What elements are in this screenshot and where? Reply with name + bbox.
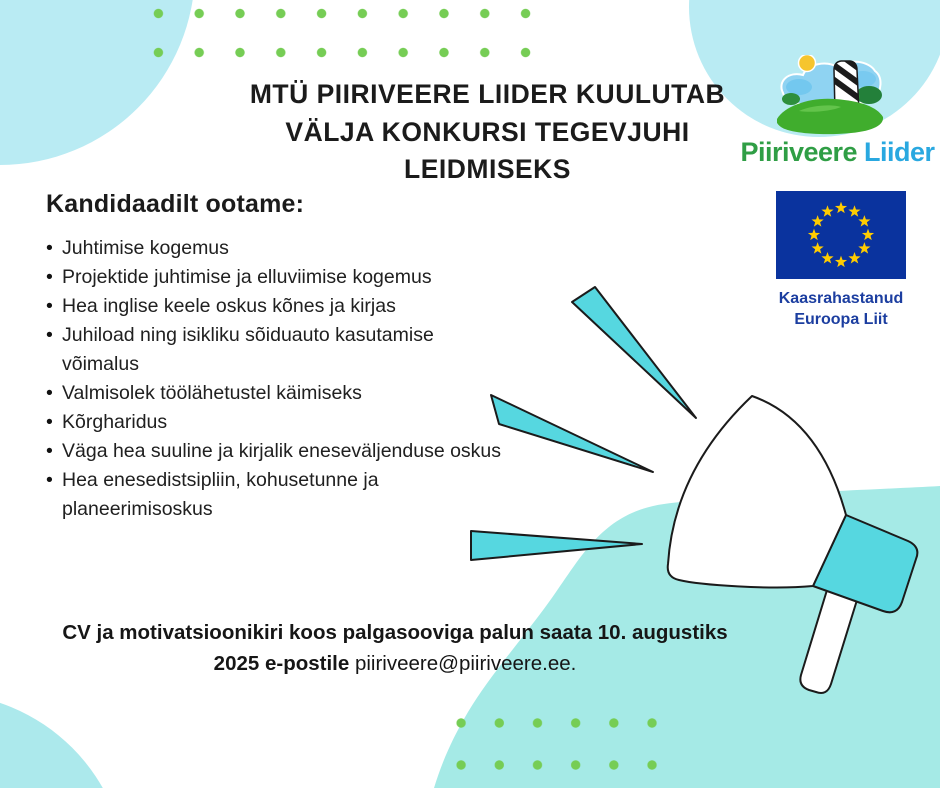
list-item: • Väga hea suuline ja kirjalik eneseväljenduse oskus	[44, 437, 514, 466]
lighthouse-illustration-icon	[777, 55, 885, 137]
list-item: • Valmisolek töölähetustel käimiseks	[44, 379, 514, 408]
list-item: • Projektide juhtimise ja elluviimise kogemus	[44, 263, 514, 292]
page-title	[230, 76, 745, 189]
page-title-line: VÄLJA KONKURSI TEGEVJUHI	[285, 116, 690, 147]
logo-wordmark-green: Piiriveere	[740, 137, 858, 167]
logo-sky-patch	[786, 79, 812, 95]
list-item: • Hea inglise keele oskus kõnes ja kirjas	[44, 292, 514, 321]
sound-ray-top-icon	[572, 287, 696, 418]
eu-funding-line2: Euroopa Liit	[794, 311, 888, 328]
page-title-line: LEIDMISEKS	[404, 154, 571, 184]
logo-wordmark-blue: Liider	[864, 137, 935, 167]
application-instructions-line1	[15, 617, 775, 648]
application-instructions-line2	[15, 648, 775, 679]
dot-grid-top	[138, 0, 547, 60]
dot-grid-bottom	[442, 702, 672, 786]
logo-wordmark	[735, 137, 940, 168]
list-item: • Kõrgharidus	[44, 408, 514, 437]
email-lead-in: 2025 e-postile	[213, 652, 350, 675]
logo-bush-left	[782, 93, 800, 105]
application-instructions	[15, 617, 775, 679]
logo-bush-right	[856, 86, 882, 104]
list-item: • Hea enesedistsipliin, kohusetunne ja planeerimisoskus	[44, 466, 514, 524]
eu-funding-text	[766, 288, 916, 330]
sound-ray-middle-icon	[491, 395, 653, 472]
eu-flag	[776, 191, 906, 279]
requirements-heading: Kandidaadilt ootame:	[46, 190, 305, 218]
contact-email: piiriveere@piiriveere.ee.	[354, 652, 577, 675]
page-title-line: MTÜ PIIRIVEERE LIIDER KUULUTAB	[249, 79, 726, 109]
deadline-text: CV ja motivatsioonikiri koos palgasooviga palun saata 10. augustiks	[62, 621, 728, 644]
eu-funding-line1: Kaasrahastanud	[778, 290, 904, 307]
blob-bottom-left	[0, 693, 127, 788]
requirements-list	[44, 234, 514, 524]
list-item: • Juhiload ning isikliku sõiduauto kasutamise võimalus	[44, 321, 514, 379]
sun-icon	[799, 55, 816, 72]
list-item: • Juhtimise kogemus	[44, 234, 514, 263]
eu-funding-block	[766, 191, 916, 330]
megaphone-horn	[668, 396, 846, 587]
